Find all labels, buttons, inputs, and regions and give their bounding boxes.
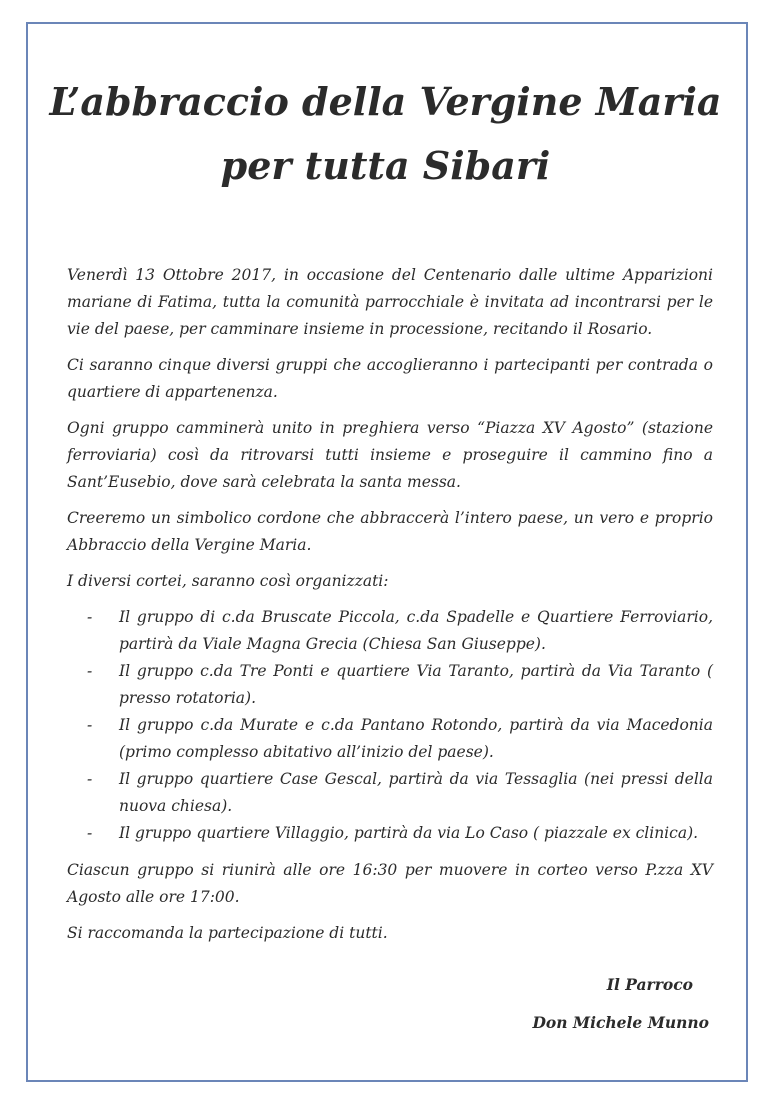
paragraph-list-intro: I diversi cortei, saranno così organizzati: <box>67 572 389 590</box>
list-item <box>67 766 713 820</box>
signature-role: Il Parroco <box>606 975 693 994</box>
paragraph-intro: Venerdì 13 Ottobre 2017, in occasione del Centenario dalle ultime Apparizioni mariane di Fatima, tutta la comunità parrocchiale è invitata ad incontrarsi per le vie del paese, per camminare insieme in processione, recitando il Rosario. <box>67 266 713 338</box>
list-item-text: Il gruppo quartiere Case Gescal, partirà da via Tessaglia (nei pressi della nuova chiesa). <box>119 770 713 815</box>
list-item-text: Il gruppo c.da Murate e c.da Pantano Rotondo, partirà da via Macedonia (primo complesso abitativo all’inizio del paese). <box>119 716 713 761</box>
list-item <box>67 820 713 847</box>
list-item-text: Il gruppo di c.da Bruscate Piccola, c.da Spadelle e Quartiere Ferroviario, partirà da Viale Magna Grecia (Chiesa San Giuseppe). <box>119 608 713 653</box>
list-item <box>67 658 713 712</box>
paragraph-groups: Ci saranno cinque diversi gruppi che accoglieranno i partecipanti per contrada o quartiere di appartenenza. <box>67 356 713 401</box>
list-item <box>67 604 713 658</box>
title-line-2: per tutta Sibari <box>220 143 551 188</box>
list-bullet: - <box>87 824 93 842</box>
document-title <box>0 70 771 198</box>
list-item-text: Il gruppo quartiere Villaggio, partirà da via Lo Caso ( piazzale ex clinica). <box>119 824 699 842</box>
group-list <box>67 604 713 847</box>
paragraph-meeting-time: Ciascun gruppo si riunirà alle ore 16:30 per muovere in corteo verso P.zza XV Agosto alle ore 17:00. <box>67 861 713 906</box>
list-bullet: - <box>87 770 93 788</box>
paragraph-route: Ogni gruppo camminerà unito in preghiera verso “Piazza XV Agosto” (stazione ferroviaria) così da ritrovarsi tutti insieme e proseguire il cammino fino a Sant’Eusebio, dove sarà celebrata la santa messa. <box>67 419 713 491</box>
document-body <box>67 262 713 956</box>
list-bullet: - <box>87 716 93 734</box>
signature-name: Don Michele Munno <box>532 1013 709 1032</box>
paragraph-cordone: Creeremo un simbolico cordone che abbraccerà l’intero paese, un vero e proprio Abbraccio della Vergine Maria. <box>67 509 713 554</box>
title-line-1: L’abbraccio della Vergine Maria <box>49 79 722 124</box>
list-bullet: - <box>87 662 93 680</box>
list-bullet: - <box>87 608 93 626</box>
list-item-text: Il gruppo c.da Tre Ponti e quartiere Via Taranto, partirà da Via Taranto ( presso rotatoria). <box>119 662 713 707</box>
list-item <box>67 712 713 766</box>
paragraph-recommendation: Si raccomanda la partecipazione di tutti. <box>67 924 388 942</box>
